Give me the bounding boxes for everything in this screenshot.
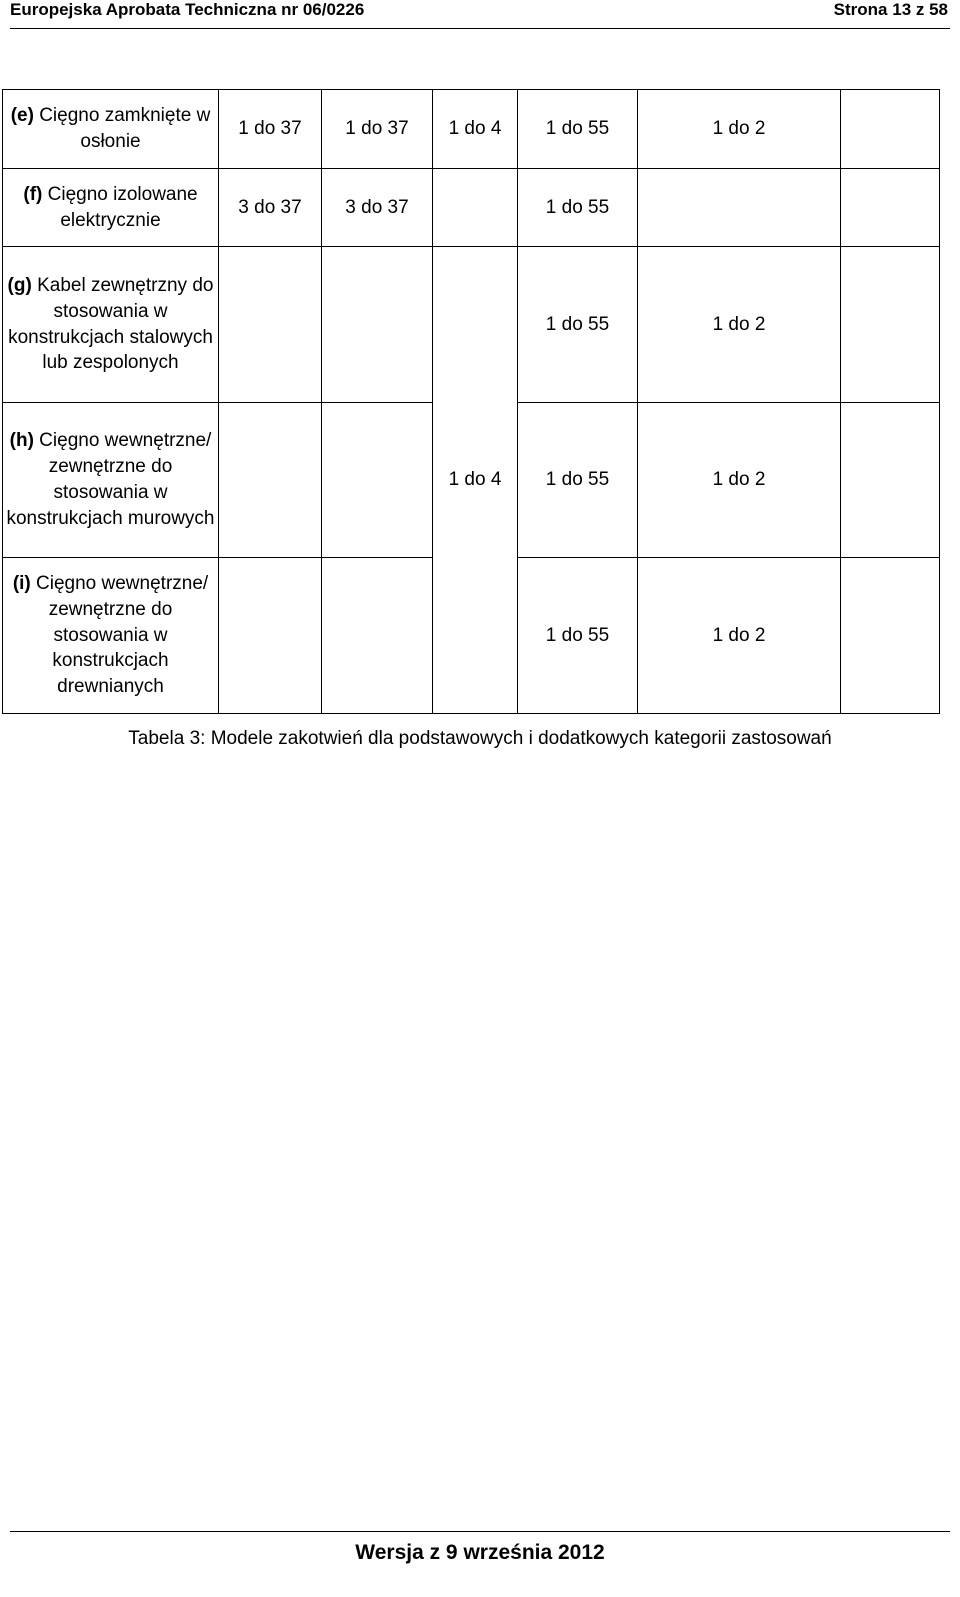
row-label-text: Cięgno zamknięte w osłonie: [33, 105, 211, 152]
table-cell: 1 do 2: [638, 247, 841, 403]
table-cell: 1 do 37: [219, 90, 322, 169]
table-cell: [322, 558, 433, 714]
table-cell: [841, 403, 940, 558]
table-cell: [219, 558, 322, 714]
table-cell-merged: 1 do 4: [433, 247, 518, 714]
table-cell: 1 do 55: [518, 90, 638, 169]
table-cell: [322, 247, 433, 403]
table-row: [3, 247, 940, 403]
table-row: [3, 169, 940, 247]
row-label-cell: [3, 403, 219, 558]
row-label-text: Kabel zewnętrzny do stosowania w konstrukcjach stalowych lub zespolonych: [8, 274, 214, 374]
table-cell: 3 do 37: [219, 169, 322, 247]
document-footer: Wersja z 9 września 2012: [355, 1541, 605, 1564]
table-row: [3, 90, 940, 169]
table-cell: 1 do 55: [518, 403, 638, 558]
table-cell: 1 do 2: [638, 558, 841, 714]
row-label-code: (e): [10, 105, 34, 127]
row-label-code: (g): [7, 274, 32, 296]
table-cell: [841, 558, 940, 714]
table-cell: [841, 247, 940, 403]
row-label-text: Cięgno izolowane elektrycznie: [42, 183, 198, 231]
row-label-text: Cięgno wewnętrzne/ zewnętrzne do stosowania w konstrukcjach murowych: [6, 430, 215, 529]
page-number: Strona 13 z 58: [833, 0, 948, 19]
table-cell: [841, 169, 940, 247]
row-label-code: (i): [12, 573, 31, 594]
table-cell: [433, 169, 518, 247]
header-divider: [10, 28, 950, 29]
table-caption: Tabela 3: Modele zakotwień dla podstawowych i dodatkowych kategorii zastosowań: [128, 728, 832, 749]
table-cell: 1 do 55: [518, 247, 638, 403]
row-label-cell: [3, 90, 219, 169]
table-cell: 1 do 37: [322, 90, 433, 169]
table-cell: 1 do 55: [518, 169, 638, 247]
document-header-title: Europejska Aprobata Techniczna nr 06/0226: [10, 0, 365, 19]
row-label-cell: [3, 247, 219, 403]
row-label-cell: [3, 558, 219, 714]
table-cell: 3 do 37: [322, 169, 433, 247]
table-cell: 1 do 55: [518, 558, 638, 714]
table-cell: [322, 403, 433, 558]
row-label-code: (f): [23, 183, 43, 205]
row-label-cell: [3, 169, 219, 247]
table-cell: 1 do 2: [638, 403, 841, 558]
table-cell: [841, 90, 940, 169]
table-cell: [638, 169, 841, 247]
anchorage-table: [2, 89, 940, 714]
table-cell: 1 do 2: [638, 90, 841, 169]
row-label-text: Cięgno wewnętrzne/ zewnętrzne do stosowania w konstrukcjach drewnianych: [30, 573, 209, 698]
row-label-code: (h): [9, 430, 34, 452]
table-cell: [219, 403, 322, 558]
table-cell: [219, 247, 322, 403]
table-cell: 1 do 4: [433, 90, 518, 169]
footer-divider: [10, 1531, 950, 1532]
